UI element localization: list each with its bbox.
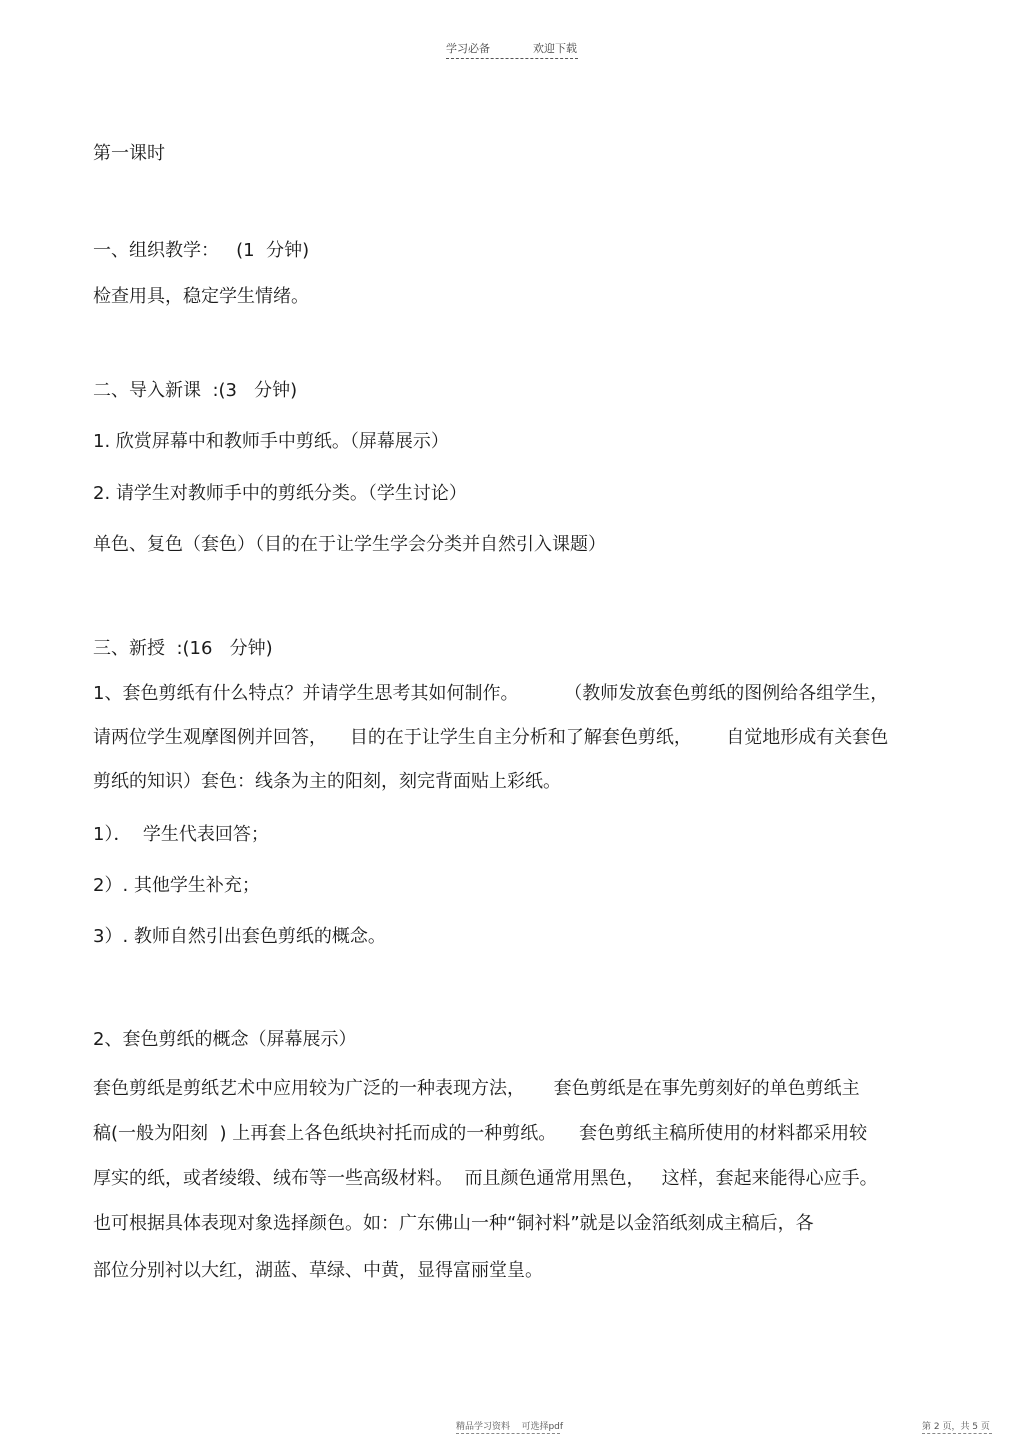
footer-divider bbox=[456, 1433, 560, 1434]
header-left-text: 学习必备 bbox=[446, 42, 490, 55]
paragraph-line: 1、套色剪纸有什么特点？并请学生思考其如何制作。 （教师发放套色剪纸的图例给各组学生， bbox=[93, 683, 889, 704]
footer-divider bbox=[922, 1433, 992, 1434]
paragraph-line: 部位分别衬以大红，湖蓝、草绿、中黄，显得富丽堂皇。 bbox=[93, 1260, 543, 1281]
paragraph-line: 2. 请学生对教师手中的剪纸分类。（学生讨论） bbox=[93, 483, 467, 504]
section-2-heading: 二、导入新课 :(3 分钟) bbox=[93, 380, 298, 401]
paragraph-line: 也可根据具体表现对象选择颜色。如：广东佛山一种“铜衬料”就是以金箔纸刻成主稿后，各 bbox=[93, 1213, 814, 1234]
subsection-heading: 2、套色剪纸的概念（屏幕展示） bbox=[93, 1029, 357, 1050]
header-right-text: 欢迎下载 bbox=[533, 42, 577, 55]
list-item: 2）. 其他学生补充； bbox=[93, 875, 260, 896]
paragraph-line: 检查用具，稳定学生情绪。 bbox=[93, 286, 309, 307]
section-3-heading: 三、新授 :(16 分钟) bbox=[93, 638, 273, 659]
paragraph-line: 套色剪纸是剪纸艺术中应用较为广泛的一种表现方法， 套色剪纸是在事先剪刻好的单色剪纸主 bbox=[93, 1078, 860, 1099]
paragraph-line: 厚实的纸，或者绫缎、绒布等一些高级材料。 而且颜色通常用黑色， 这样，套起来能得心应手。 bbox=[93, 1168, 878, 1189]
list-item: 3）. 教师自然引出套色剪纸的概念。 bbox=[93, 926, 386, 947]
paragraph-line: 单色、复色（套色）（目的在于让学生学会分类并自然引入课题） bbox=[93, 534, 606, 555]
header-divider bbox=[446, 58, 578, 59]
lesson-title: 第一课时 bbox=[93, 143, 165, 164]
page-number: 第 2 页，共 5 页 bbox=[922, 1422, 990, 1432]
list-item: 1）． 学生代表回答； bbox=[93, 824, 269, 845]
paragraph-line: 稿(一般为阳刻 ) 上再套上各色纸块衬托而成的一种剪纸。 套色剪纸主稿所使用的材料都采用较 bbox=[93, 1123, 868, 1144]
page-header bbox=[446, 40, 578, 64]
paragraph-line: 请两位学生观摩图例并回答， 目的在于让学生自主分析和了解套色剪纸， 自觉地形成有关套色 bbox=[93, 727, 889, 748]
paragraph-line: 1. 欣赏屏幕中和教师手中剪纸。（屏幕展示） bbox=[93, 431, 449, 452]
footer-left-text: 精品学习资料 可选择pdf bbox=[456, 1422, 564, 1432]
paragraph-line: 剪纸的知识）套色：线条为主的阳刻，刻完背面贴上彩纸。 bbox=[93, 771, 561, 792]
section-1-heading: 一、组织教学： (1 分钟) bbox=[93, 240, 310, 261]
